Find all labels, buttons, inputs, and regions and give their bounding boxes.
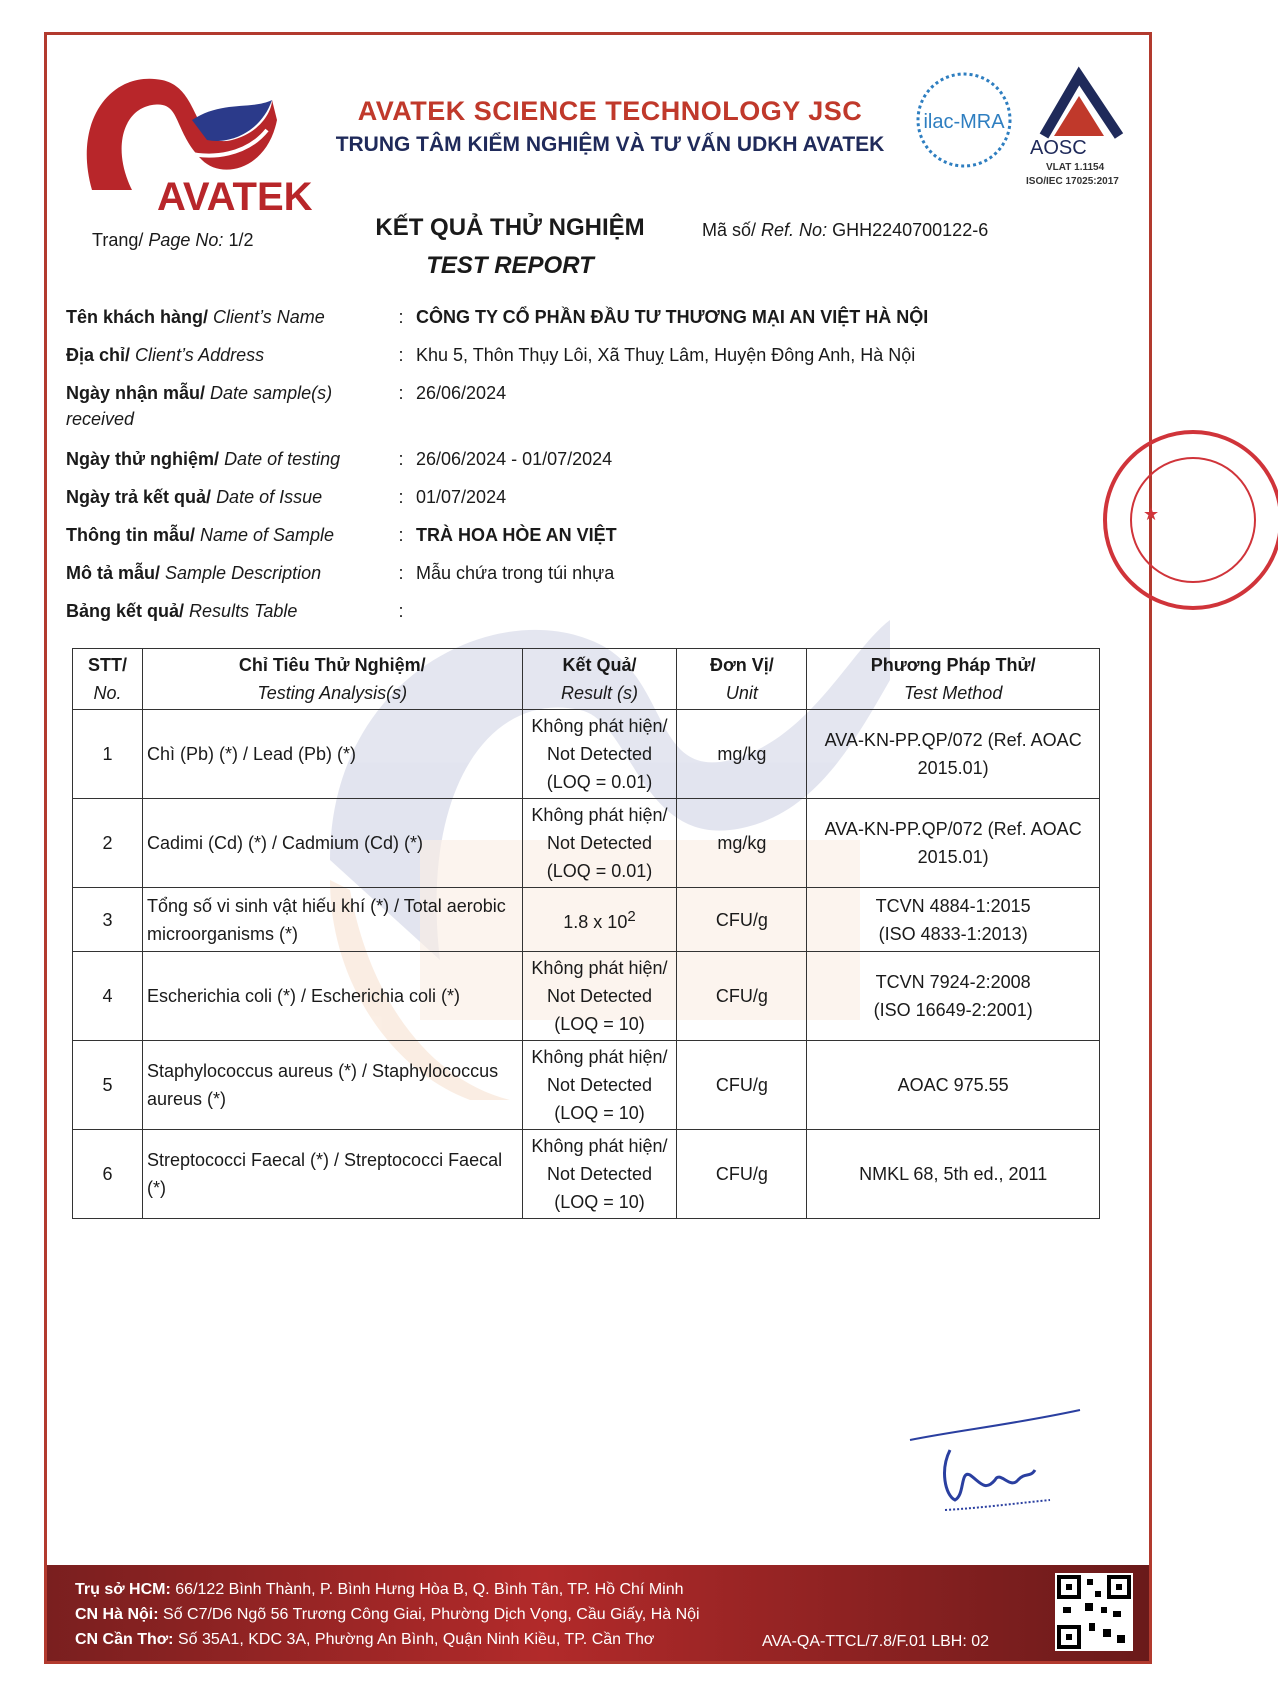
date-testing-value: 26/06/2024 - 01/07/2024 (416, 449, 613, 469)
client-info (66, 304, 1066, 636)
client-name-value: CÔNG TY CỔ PHẦN ĐẦU TƯ THƯƠNG MẠI AN VIỆT HÀ NỘI (416, 307, 929, 327)
company-subtitle: TRUNG TÂM KIỂM NGHIỆM VÀ TƯ VẤN UDKH AVATEK (335, 133, 885, 156)
report-title (340, 214, 680, 280)
table-row: 6 Streptococci Faecal (*) / Streptococci Faecal (*) Không phát hiện/ Not Detected (LOQ = 10) CFU/g NMKL 68, 5th ed., 2011 (73, 1130, 1100, 1219)
logo-text: AVATEK (157, 175, 313, 219)
footer-hanoi: CN Hà Nội: Số C7/D6 Ngõ 56 Trương Công Giai, Phường Dịch Vọng, Cầu Giấy, Hà Nội (75, 1606, 700, 1623)
report-title-en: TEST REPORT (426, 252, 594, 279)
info-row-date-received: Ngày nhận mẫu/ Date sample(s) received : 26/06/2024 (66, 380, 1066, 446)
svg-text:★: ★ (1143, 504, 1160, 524)
table-row: 1 Chì (Pb) (*) / Lead (Pb) (*) Không phát hiện/ Not Detected (LOQ = 0.01) mg/kg AVA-KN-PP.QP/072 (Ref. AOAC 2015.01) (73, 710, 1100, 799)
aosc-badge (1024, 66, 1134, 186)
company-header (300, 96, 920, 157)
info-row-date-issue: Ngày trả kết quả/ Date of Issue : 01/07/2024 (66, 484, 1066, 522)
form-code: AVA-QA-TTCL/7.8/F.01 LBH: 02 (761, 1633, 989, 1650)
reference-number: Mã số/ Ref. No: GHH2240700122-6 (702, 220, 989, 240)
company-name: AVATEK SCIENCE TECHNOLOGY JSC (357, 96, 863, 126)
table-header-row (73, 649, 1100, 710)
svg-text:VLAT 1.1154: VLAT 1.1154 (1046, 162, 1105, 173)
avatek-logo (72, 60, 313, 220)
footer-cantho: CN Cần Thơ: Số 35A1, KDC 3A, Phường An Bình, Quận Ninh Kiều, TP. Cần Thơ (75, 1631, 655, 1648)
date-received-value: 26/06/2024 (416, 383, 507, 403)
info-row-sample-description: Mô tả mẫu/ Sample Description : Mẫu chứa trong túi nhựa (66, 560, 1066, 598)
info-row-address: Địa chỉ/ Client’s Address : Khu 5, Thôn Thụy Lôi, Xã Thuỵ Lâm, Huyện Đông Anh, Hà Nội (66, 342, 1066, 380)
footer (47, 1565, 1149, 1661)
info-row-results-table: Bảng kết quả/ Results Table : (66, 601, 404, 621)
page-number: Trang/ Page No: 1/2 (92, 230, 254, 250)
table-row: 4 Escherichia coli (*) / Escherichia coli (*) Không phát hiện/ Not Detected (LOQ = 10) CFU/g TCVN 7924-2:2008 (ISO 16649-2:2001) (73, 952, 1100, 1041)
table-row: 5 Staphylococcus aureus (*) / Staphylococcus aureus (*) Không phát hiện/ Not Detected (LOQ = 10) CFU/g AOAC 975.55 (73, 1041, 1100, 1130)
address-value: Khu 5, Thôn Thụy Lôi, Xã Thuỵ Lâm, Huyện Đông Anh, Hà Nội (416, 345, 916, 365)
info-row-client-name: Tên khách hàng/ Client’s Name : CÔNG TY CỔ PHẦN ĐẦU TƯ THƯƠNG MẠI AN VIỆT HÀ NỘI (66, 304, 1066, 342)
report-title-vn: KẾT QUẢ THỬ NGHIỆM (375, 214, 645, 241)
footer-hcm: Trụ sở HCM: 66/122 Bình Thành, P. Bình Hưng Hòa B, Q. Bình Tân, TP. Hồ Chí Minh (75, 1581, 684, 1598)
table-row: 3 Tổng số vi sinh vật hiếu khí (*) / Total aerobic microorganisms (*) 1.8 x $10^2$ CFU/g TCVN 4884-1:2015 (ISO 4833-1:2013) (73, 888, 1100, 952)
header-unit: Đơn Vị/ Unit (677, 649, 807, 710)
qr-code-icon (1055, 1573, 1133, 1651)
info-row-sample-name: Thông tin mẫu/ Name of Sample : TRÀ HOA HÒE AN VIỆT (66, 522, 1066, 560)
results-table (72, 648, 1100, 1219)
sample-name-value: TRÀ HOA HÒE AN VIỆT (416, 525, 617, 545)
red-seal-stamp (1098, 420, 1278, 620)
ilac-mra-badge (912, 68, 1016, 172)
signature (900, 1400, 1090, 1530)
svg-text:AOSC: AOSC (1030, 137, 1087, 159)
svg-text:ilac-MRA: ilac-MRA (923, 111, 1005, 133)
info-row-date-testing: Ngày thử nghiệm/ Date of testing : 26/06/2024 - 01/07/2024 (66, 446, 1066, 484)
table-row: 2 Cadimi (Cd) (*) / Cadmium (Cd) (*) Không phát hiện/ Not Detected (LOQ = 0.01) mg/kg AVA-KN-PP.QP/072 (Ref. AOAC 2015.01) (73, 799, 1100, 888)
header-analysis: Chỉ Tiêu Thử Nghiệm/ Testing Analysis(s) (142, 649, 522, 710)
header-no: STT/ No. (73, 649, 143, 710)
svg-text:ISO/IEC 17025:2017: ISO/IEC 17025:2017 (1026, 176, 1119, 187)
header-result: Kết Quả/ Result (s) (522, 649, 677, 710)
header-method: Phương Pháp Thử/ Test Method (807, 649, 1100, 710)
sample-description-value: Mẫu chứa trong túi nhựa (416, 563, 615, 583)
date-issue-value: 01/07/2024 (416, 487, 507, 507)
